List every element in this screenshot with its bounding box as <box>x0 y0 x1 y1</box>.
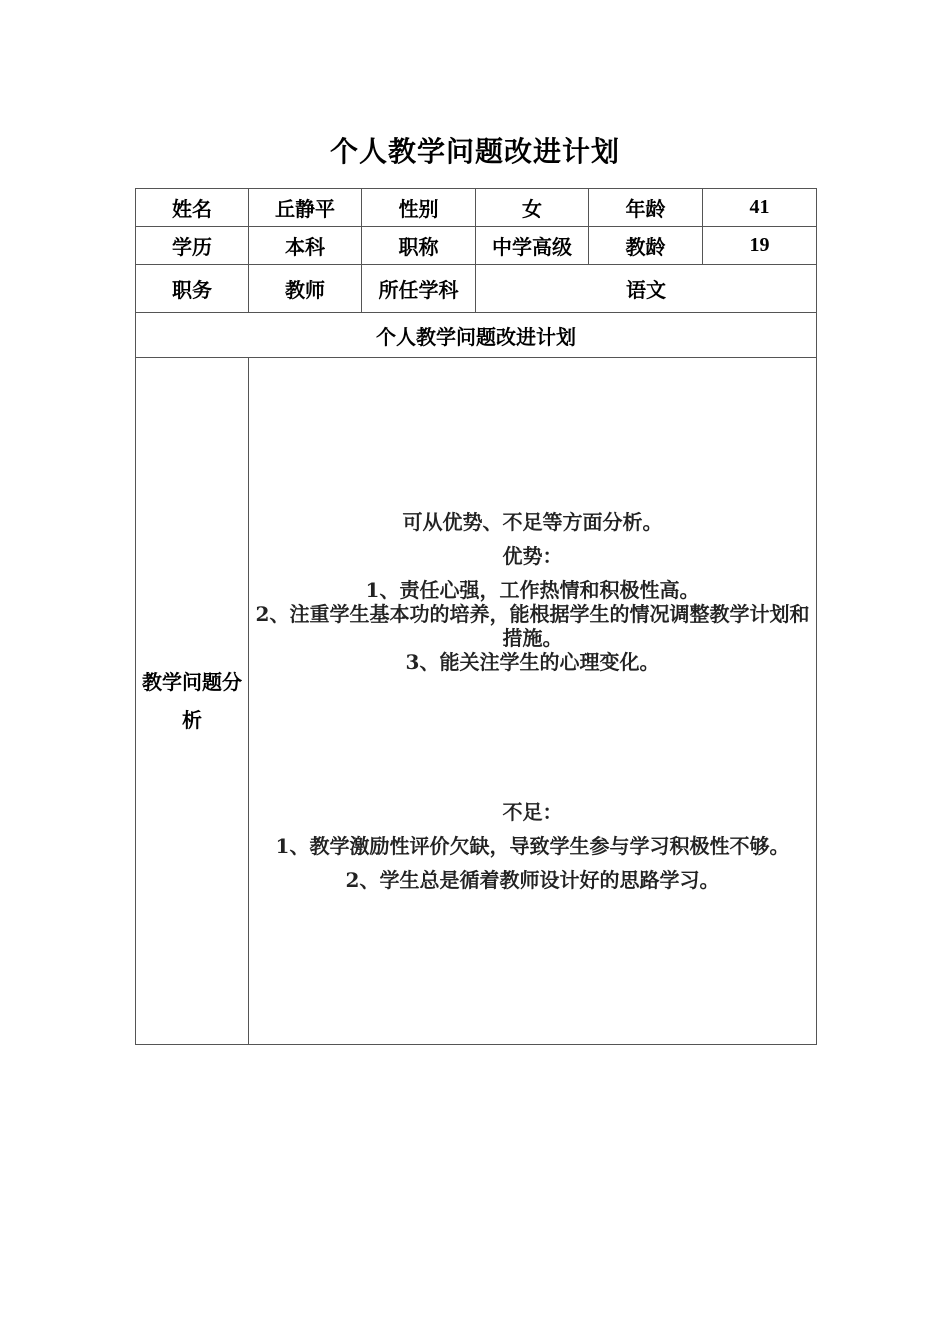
table-row <box>136 313 817 358</box>
age-value: 41 <box>703 189 817 227</box>
list-item: 2、注重学生基本功的培养，能根据学生的情况调整教学计划和措施。 <box>255 602 810 650</box>
name-value: 丘静平 <box>249 189 362 227</box>
list-item: 2、学生总是循着教师设计好的思路学习。 <box>345 868 720 892</box>
teaching-years-value: 19 <box>703 227 817 265</box>
analysis-side-label: 教学问题分析 <box>136 358 249 1045</box>
teaching-years-label: 教龄 <box>589 227 703 265</box>
rank-label: 职称 <box>362 227 476 265</box>
name-label: 姓名 <box>136 189 249 227</box>
analysis-content <box>249 358 817 1045</box>
rank-value: 中学高级 <box>476 227 589 265</box>
table-row <box>136 358 817 1045</box>
table-row <box>136 189 817 227</box>
table-row <box>136 227 817 265</box>
table-row <box>136 265 817 313</box>
weaknesses-heading: 不足： <box>502 800 563 824</box>
document-title: 个人教学问题改进计划 <box>329 135 620 168</box>
gender-value: 女 <box>476 189 589 227</box>
position-label: 职务 <box>136 265 249 313</box>
position-value: 教师 <box>249 265 362 313</box>
section-header: 个人教学问题改进计划 <box>136 313 817 358</box>
strengths-heading: 优势： <box>502 544 563 568</box>
subject-value: 语文 <box>476 265 817 313</box>
list-item: 1、责任心强，工作热情和积极性高。 <box>365 578 700 602</box>
subject-label: 所任学科 <box>362 265 476 313</box>
list-item: 3、能关注学生的心理变化。 <box>405 650 660 674</box>
education-value: 本科 <box>249 227 362 265</box>
analysis-intro: 可从优势、不足等方面分析。 <box>402 510 663 534</box>
gender-label: 性别 <box>362 189 476 227</box>
info-table <box>135 188 817 1045</box>
list-item: 1、教学激励性评价欠缺，导致学生参与学习积极性不够。 <box>275 834 790 858</box>
age-label: 年龄 <box>589 189 703 227</box>
education-label: 学历 <box>136 227 249 265</box>
